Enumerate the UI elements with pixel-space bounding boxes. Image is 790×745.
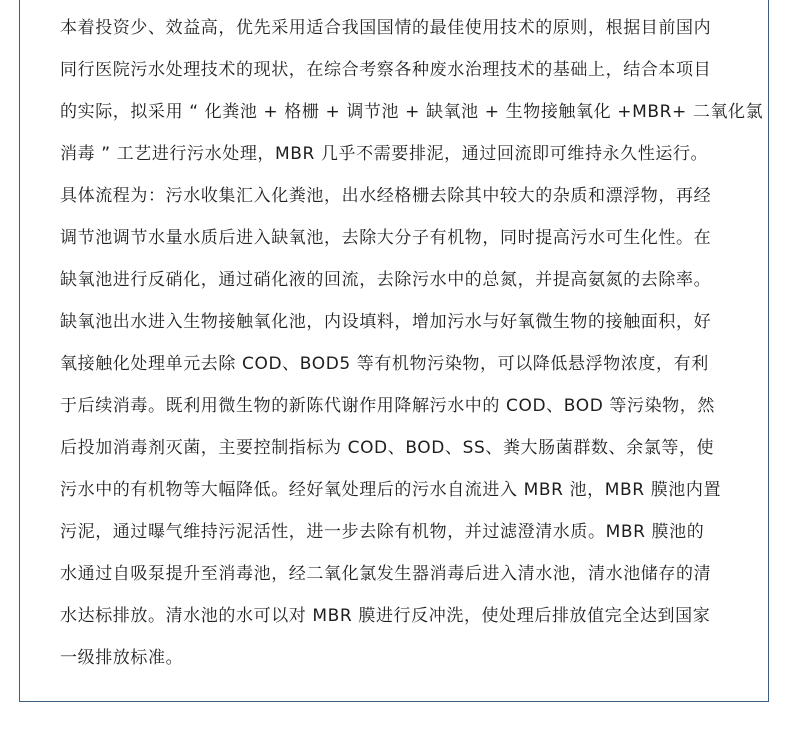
paragraph-line: 同行医院污水处理技术的现状，在综合考察各种废水治理技术的基础上，结合本项目 <box>60 60 712 80</box>
paragraph-line: 的实际，拟采用 “ 化粪池 + 格栅 + 调节池 + 缺氧池 + 生物接触氧化 +MBR+ 二氧化氯 <box>60 102 764 122</box>
paragraph-line: 后投加消毒剂灭菌，主要控制指标为 COD、BOD、SS、粪大肠菌群数、余氯等，使 <box>60 438 715 458</box>
paragraph-line: 于后续消毒。既利用微生物的新陈代谢作用降解污水中的 COD、BOD 等污染物，然 <box>60 396 715 416</box>
paragraph-line: 水达标排放。清水池的水可以对 MBR 膜进行反冲洗，使处理后排放值完全达到国家 <box>60 606 711 626</box>
paragraph-line: 一级排放标准。 <box>60 648 184 668</box>
paragraph-line: 具体流程为：污水收集汇入化粪池，出水经格栅去除其中较大的杂质和漂浮物，再经 <box>60 186 712 206</box>
paragraph-line: 污水中的有机物等大幅降低。经好氧处理后的污水自流进入 MBR 池，MBR 膜池内置 <box>60 480 722 500</box>
paragraph-line: 消毒 ” 工艺进行污水处理，MBR 几乎不需要排泥，通过回流即可维持永久性运行。 <box>60 144 709 164</box>
paragraph-line: 缺氧池进行反硝化，通过硝化液的回流，去除污水中的总氮，并提高氨氮的去除率。 <box>60 270 712 290</box>
text-panel <box>19 0 769 702</box>
paragraph-line: 调节池调节水量水质后进入缺氧池，去除大分子有机物，同时提高污水可生化性。在 <box>60 228 712 248</box>
paragraph-line: 缺氧池出水进入生物接触氧化池，内设填料，增加污水与好氧微生物的接触面积，好 <box>60 312 712 332</box>
paragraph-line: 本着投资少、效益高，优先采用适合我国国情的最佳使用技术的原则，根据目前国内 <box>60 18 712 38</box>
paragraph-line: 氧接触化处理单元去除 COD、BOD5 等有机物污染物，可以降低悬浮物浓度，有利 <box>60 354 709 374</box>
paragraph-line: 水通过自吸泵提升至消毒池，经二氧化氯发生器消毒后进入清水池，清水池储存的清 <box>60 564 712 584</box>
paragraph-line: 污泥，通过曝气维持污泥活性，进一步去除有机物，并过滤澄清水质。MBR 膜池的 <box>60 522 705 542</box>
